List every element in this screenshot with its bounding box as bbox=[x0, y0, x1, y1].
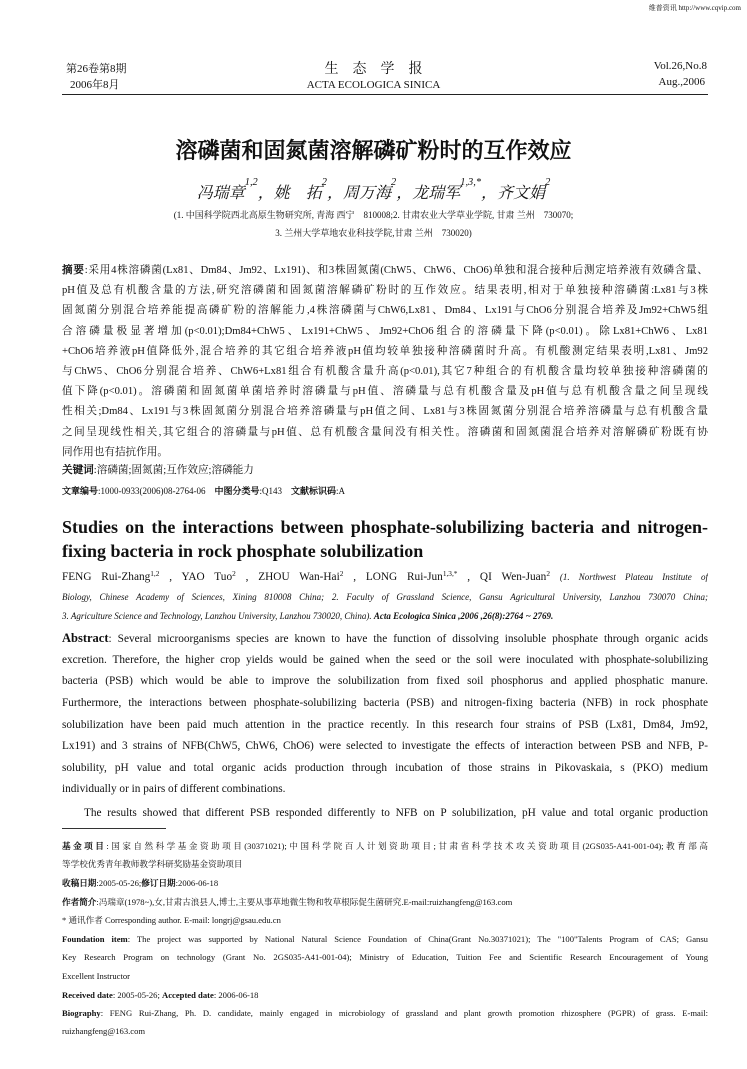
abstract-en-line bbox=[62, 761, 708, 775]
abstract-cn-line bbox=[62, 405, 708, 419]
revised-label-cn: 修订日期 bbox=[141, 878, 176, 888]
fund-en-text: : The project was supported by National Natural Science Foundation of China(Grant No.30371021); The "100"Talents Program of CAS; Gansu bbox=[127, 934, 708, 944]
title-cn: 溶磷菌和固氮菌溶解磷矿粉时的互作效应 bbox=[175, 138, 572, 163]
abstract-cn-line bbox=[62, 385, 708, 399]
journal-en: ACTA ECOLOGICA SINICA bbox=[306, 79, 441, 91]
author-en: LONG Rui-Jun bbox=[365, 571, 443, 583]
author-en: QI Wen-Juan bbox=[479, 571, 547, 583]
author-cn: 冯瑞章 bbox=[196, 185, 245, 202]
abstract-en-text: : Several microorganisms species are known to have the function of dissolving insoluble phosphate through organic acids bbox=[108, 633, 708, 645]
header-rule bbox=[62, 94, 708, 95]
affiliation-en-2: Biology, Chinese Academy of Sciences, Xining 810008 China; 2. Faculty of Grassland Science, Gansu Agricultural University, Lanzhou 730070 China; bbox=[62, 592, 708, 602]
abstract-en-text: solubility, pH value and total organic acids production through incubation of those strains in Pikovaskaia, s (PKO) medium bbox=[62, 762, 708, 774]
title-en-2: fixing bacteria in rock phosphate solubilization bbox=[62, 541, 424, 561]
classification-cn bbox=[62, 484, 708, 498]
clc: :Q143 bbox=[259, 486, 283, 496]
author-cn: 龙瑞军 bbox=[412, 185, 461, 202]
doc-code: :A bbox=[336, 486, 346, 496]
abstract-cn-line bbox=[62, 304, 708, 318]
abstract-en-text: individually or in pairs of different combinations. bbox=[62, 783, 286, 795]
article-no-label: 文章编号 bbox=[62, 486, 99, 496]
abstract-en-label: Abstract bbox=[62, 631, 109, 645]
affiliation-cn-2: 3. 兰州大学草地农业科技学院,甘肃 兰州 730020) bbox=[275, 228, 472, 238]
citation-en: Acta Ecologica Sinica ,2006 ,26(8):2764 ~ 2769. bbox=[373, 611, 554, 621]
keywords-text: :溶磷菌;固氮菌;互作效应;溶磷能力 bbox=[93, 465, 254, 476]
author-en-affil: 2 bbox=[232, 570, 236, 578]
dates-cn bbox=[62, 877, 708, 889]
fund-en-1 bbox=[62, 933, 708, 945]
author-en: ZHOU Wan-Hai bbox=[258, 571, 340, 583]
affiliation-en-1: (1. Northwest Plateau Institute of bbox=[559, 572, 708, 582]
abstract-cn-text: 性相关;Dm84、Lx191与3株固氮菌分别混合培养溶磷量与pH值之间、Lx81与3株固氮菌分别混合培养溶磷量与总有机酸含量 bbox=[62, 406, 708, 418]
abstract-cn-line bbox=[62, 325, 708, 339]
abstract-en-line bbox=[62, 674, 708, 688]
abstract-cn-text: :采用4株溶磷菌(Lx81、Dm84、Jm92、Lx191)、和3株固氮菌(ChW5、ChW6、ChO6)单独和混合接种后测定培养液有效磷含量、 bbox=[84, 265, 708, 276]
author-en-affil: 2 bbox=[546, 570, 551, 578]
affiliation-en-3 bbox=[62, 610, 708, 622]
bio-en-label: Biography bbox=[62, 1008, 101, 1018]
fund-cn-2: 等学校优秀青年教师教学科研奖励基金资助项目 bbox=[62, 859, 243, 869]
abstract-en-text: The results showed that different PSB responded differently to NFB on P solubilization, pH value and total organic production bbox=[84, 807, 708, 819]
fund-en-3: Excellent Instructor bbox=[62, 971, 131, 981]
author-en-affil: 1,3,* bbox=[442, 570, 458, 578]
bio-en-1 bbox=[62, 1007, 708, 1019]
abstract-cn-text: +ChO6培养液pH值降低外,混合培养的其它组合培养液pH值均较单独接种溶磷菌时升高。有机酸测定结果表明,Lx81、Jm92 bbox=[62, 345, 708, 357]
abstract-cn-line bbox=[62, 426, 708, 440]
author-cn-affil: 2 bbox=[545, 177, 551, 188]
authors-cn: 冯瑞章$^{1,2}$，姚 拓$^2$，周万海$^2$，龙瑞军$^{1,3,*}$，齐文娟$^2$ bbox=[196, 177, 551, 202]
footnote-rule bbox=[62, 828, 166, 829]
revised-cn: :2006-06-18 bbox=[175, 878, 219, 888]
abstract-en-line bbox=[62, 718, 708, 732]
fund-en-2: Key Research Program on technology (Grant No. 2GS035-A41-001-04); Ministry of Education, Tuition Fee and Scientific Research Encouragement of Young bbox=[62, 952, 708, 962]
author-cn-affil: 2 bbox=[321, 177, 327, 188]
author-en: YAO Tuo bbox=[181, 571, 233, 583]
fund-cn-text: :国家自然科学基金资助项目(30371021);中国科学院百人计划资助项目;甘肃省科学技术攻关资助项目(2GS035-A41-001-04);教育部高 bbox=[106, 841, 708, 851]
title-en-1: Studies on the interactions between phosphate-solubilizing bacteria and nitrogen- bbox=[62, 517, 708, 537]
fund-cn-1 bbox=[62, 840, 708, 852]
received-en: : 2005-05-26; bbox=[112, 990, 163, 1000]
abstract-en-line bbox=[62, 653, 708, 667]
affiliation-en-3-text: 3. Agriculture Science and Technology, Lanzhou University, Lanzhou 730020, China). bbox=[62, 611, 372, 621]
bio-cn bbox=[62, 896, 708, 908]
affiliation-cn-1: (1. 中国科学院西北高原生物研究所, 青海 西宁 810008;2. 甘肃农业大学草业学院, 甘肃 兰州 730070; bbox=[173, 210, 574, 220]
article-no: :1000-0933(2006)08-2764-06 bbox=[98, 486, 206, 496]
received-label-en: Received date bbox=[62, 990, 113, 1000]
abstract-cn-line bbox=[62, 446, 708, 460]
abstract-en-line bbox=[62, 631, 708, 646]
author-cn-affil: 1,3,* bbox=[460, 177, 482, 188]
abstract-cn-text: pH值及总有机酸含量的方法,研究溶磷菌和固氮菌溶解磷矿粉时的互作效应。结果表明,相对于单独接种溶磷菌:Lx81与3株 bbox=[62, 285, 708, 297]
author-en: FENG Rui-Zhang bbox=[62, 571, 151, 583]
keywords-cn bbox=[62, 464, 708, 478]
fund-en-label: Foundation item bbox=[62, 934, 128, 944]
author-en-affil: 2 bbox=[339, 570, 344, 578]
abstract-cn-line bbox=[62, 345, 708, 359]
abstract-cn-line bbox=[62, 284, 708, 298]
dates-en bbox=[62, 989, 708, 1001]
authors-en: FENG Rui-Zhang$^{1,2}$ , YAO Tuo$^2$ , ZHOU Wan-Hai$^2$ , LONG Rui-Jun$^{1,3,*}$ , QI Wen-Juan$^2$ (1. Northwest Plateau Institute of bbox=[62, 570, 708, 583]
abstract-en-text: excretion. Therefore, the higher crop yields would be gained when the seed or the soil were inoculated with phosphate-solubilizing bbox=[62, 654, 708, 666]
bio-en-2: ruizhangfeng@163.com bbox=[62, 1026, 146, 1036]
abstract-en-text: solubilization have been paid much attention in the practice recently. In this research four strains of PSB (Lx81, Dm84, Jm92, bbox=[62, 719, 708, 731]
received-label-cn: 收稿日期 bbox=[62, 878, 97, 888]
corresponding-author: * 通讯作者 Corresponding author. E-mail: longrj@gsau.edu.cn bbox=[62, 915, 281, 925]
abstract-cn-text: 之间呈现线性相关,其它组合的溶磷量与pH值、总有机酸含量间没有相关性。溶磷菌和固氮菌混合培养对溶解磷矿粉既有协 bbox=[62, 426, 708, 438]
source-stamp: 维普资讯 http://www.cqvip.com bbox=[648, 4, 741, 12]
clc-label: 中图分类号 bbox=[214, 486, 260, 496]
abstract-cn-line bbox=[62, 264, 708, 278]
abstract-cn-text: 同作用也有拮抗作用。 bbox=[62, 446, 168, 458]
bio-cn-text: :冯瑞章(1978~),女,甘肃古浪县人,博士,主要从事草地微生物和牧草根际促生菌研究.E-mail:ruizhangfeng@163.com bbox=[96, 897, 513, 907]
author-cn-affil: 1,2 bbox=[244, 177, 258, 188]
abstract-cn-text: 值下降(p<0.01)。溶磷菌和固氮菌单菌培养时溶磷量与pH值、溶磷量与总有机酸含量及pH值与总有机酸含量之间呈现线 bbox=[62, 386, 708, 398]
abstract-en-line bbox=[62, 696, 708, 710]
fund-cn-label: 基金项目 bbox=[62, 841, 107, 851]
abstract-cn-label: 摘要 bbox=[62, 265, 85, 276]
accepted-en: : 2006-06-18 bbox=[213, 990, 259, 1000]
author-cn-affil: 2 bbox=[391, 177, 397, 188]
abstract-en-text: Furthermore, the interactions between phosphate-solubilizing bacteria (PSB) and nitrogen-fixing bacteria (NFB) in rock phosphate bbox=[62, 697, 708, 709]
journal-cn: 生 态 学 报 bbox=[324, 62, 423, 77]
date-en: Aug.,2006 bbox=[658, 76, 705, 88]
date-cn: 2006年8月 bbox=[70, 79, 120, 91]
author-cn: 齐文娟 bbox=[497, 185, 546, 202]
received-cn: :2005-05-26; bbox=[96, 878, 142, 888]
abstract-en-line bbox=[84, 806, 708, 820]
bio-en-text: : FENG Rui-Zhang, Ph. D. candidate, mainly engaged in microbiology of grassland and plant growth promotion rhizosphere (PGPR) of grass. E-mail: bbox=[100, 1008, 708, 1018]
volume-en: Vol.26,No.8 bbox=[653, 60, 707, 72]
abstract-en-text: bacteria (PSB) which would be able to improve the solubilization from fixed soil phosphorus and applied phosphatic manure. bbox=[62, 675, 708, 687]
abstract-en-line bbox=[62, 782, 708, 796]
doc-code-label: 文献标识码 bbox=[291, 486, 337, 496]
abstract-cn-text: 固氮菌分别混合培养能提高磷矿粉的溶解能力,4株溶磷菌与ChW6,Lx81、Dm84、Lx191与ChO6分别混合培养及Jm92+ChW5组 bbox=[62, 305, 708, 317]
abstract-cn-line bbox=[62, 365, 708, 379]
author-en-affil: 1,2 bbox=[150, 570, 160, 578]
author-cn: 周万海 bbox=[343, 185, 392, 202]
author-cn: 姚 拓 bbox=[273, 185, 322, 202]
abstract-en-line bbox=[62, 739, 708, 753]
volume-cn: 第26卷第8期 bbox=[66, 63, 127, 75]
bio-cn-label: 作者简介 bbox=[62, 897, 97, 907]
abstract-cn-text: 合溶磷量极显著增加(p<0.01);Dm84+ChW5、Lx191+ChW5、Jm92+ChO6组合的溶磷量下降(p<0.01)。除Lx81+ChW6、Lx81 bbox=[62, 325, 708, 337]
keywords-label: 关键词 bbox=[62, 465, 94, 476]
abstract-en-text: Lx191) and 3 strains of NFB(ChW5, ChW6, ChO6) were selected to investigate the effects of interaction between PSB and NFB, P- bbox=[62, 740, 708, 752]
accepted-label-en: Accepted date bbox=[162, 990, 214, 1000]
abstract-cn-text: 与ChW5、ChO6分别混合培养、ChW6+Lx81组合有机酸含量升高(p<0.01),其它7种组合的有机酸含量均较单独接种溶磷菌的 bbox=[62, 366, 708, 377]
